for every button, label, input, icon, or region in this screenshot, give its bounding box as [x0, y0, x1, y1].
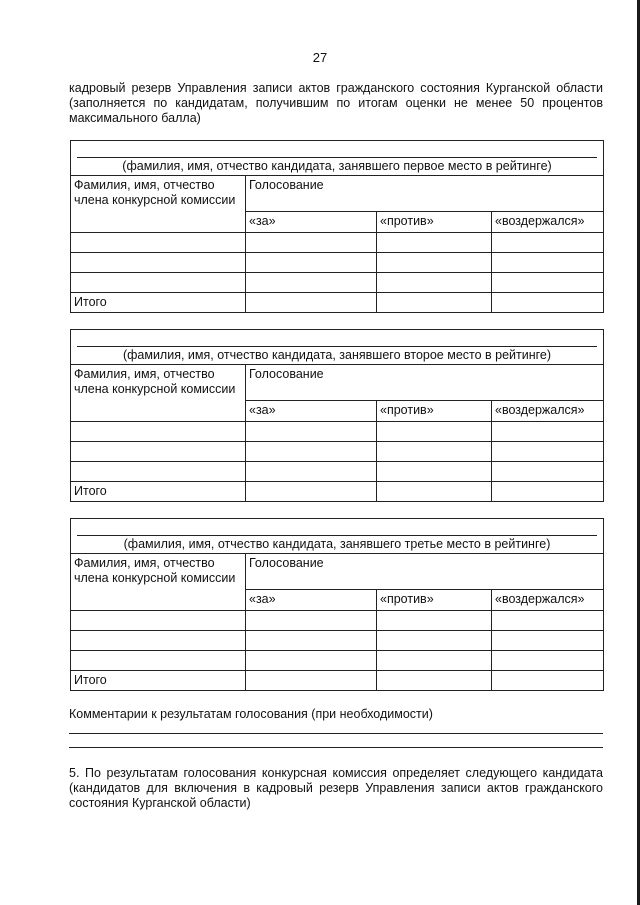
rating-table-second: [70, 329, 604, 502]
section-5-paragraph: 5. По результатам голосования конкурсная комиссия определяет следующего кандидата (кандидатов для включения в кадровый резерв Управления записи актов гражданского состояния Курганской области): [69, 766, 603, 810]
candidate-name-line: [77, 535, 597, 536]
intro-paragraph: кадровый резерв Управления записи актов гражданского состояния Курганской области (заполняется по кандидатам, получившим по итогам оценки не менее 50 процентов максимального балла): [69, 81, 603, 125]
table-row: [71, 651, 604, 671]
candidate-caption: (фамилия, имя, отчество кандидата, занявшего первое место в рейтинге): [122, 159, 552, 173]
comment-line: [69, 747, 603, 748]
candidate-name-cell: [71, 141, 604, 176]
vote-abstain-header: «воздержался»: [492, 212, 604, 233]
candidate-name-cell: [71, 519, 604, 554]
comments-label: Комментарии к результатам голосования (при необходимости): [69, 707, 433, 721]
vote-against-header: «против»: [377, 212, 492, 233]
table-row: [71, 422, 604, 442]
rating-table-first: [70, 140, 604, 313]
vote-abstain-header: «воздержался»: [492, 590, 604, 611]
table-row: [71, 273, 604, 293]
rating-table-third: [70, 518, 604, 691]
total-label: Итого: [71, 482, 246, 502]
table-row: [71, 253, 604, 273]
total-label: Итого: [71, 671, 246, 691]
candidate-name-line: [77, 157, 597, 158]
vote-abstain-header: «воздержался»: [492, 401, 604, 422]
candidate-caption: (фамилия, имя, отчество кандидата, занявшего второе место в рейтинге): [122, 348, 552, 362]
member-header: Фамилия, имя, отчество члена конкурсной комиссии: [71, 365, 246, 422]
table-row: [71, 631, 604, 651]
candidate-name-cell: [71, 330, 604, 365]
candidate-name-line: [77, 346, 597, 347]
vote-for-header: «за»: [246, 401, 377, 422]
total-label: Итого: [71, 293, 246, 313]
page-number: 27: [312, 50, 328, 65]
table-row: [71, 233, 604, 253]
voting-header: Голосование: [246, 176, 604, 212]
voting-header: Голосование: [246, 365, 604, 401]
table-row: [71, 442, 604, 462]
comment-line: [69, 733, 603, 734]
table-row: [71, 462, 604, 482]
voting-header: Голосование: [246, 554, 604, 590]
table-row: [71, 611, 604, 631]
vote-for-header: «за»: [246, 212, 377, 233]
vote-against-header: «против»: [377, 590, 492, 611]
candidate-caption: (фамилия, имя, отчество кандидата, занявшего третье место в рейтинге): [123, 537, 551, 551]
vote-against-header: «против»: [377, 401, 492, 422]
member-header: Фамилия, имя, отчество члена конкурсной комиссии: [71, 176, 246, 233]
member-header: Фамилия, имя, отчество члена конкурсной комиссии: [71, 554, 246, 611]
vote-for-header: «за»: [246, 590, 377, 611]
